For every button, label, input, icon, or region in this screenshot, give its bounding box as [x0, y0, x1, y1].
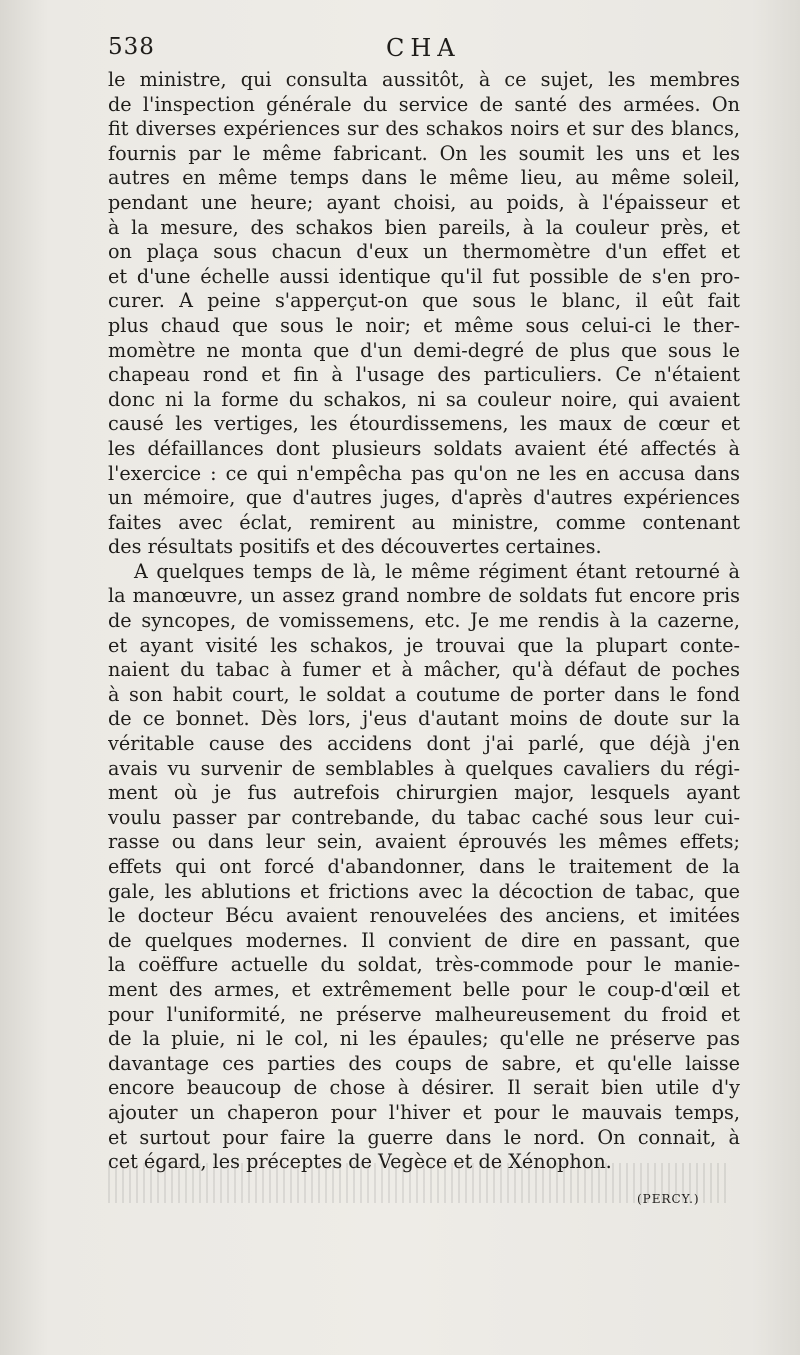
text-line: à la mesure, des schakos bien pareils, à la couleur près, et — [108, 215, 740, 239]
text-line: on plaça sous chacun d'eux un thermomètre d'un effet et — [108, 240, 740, 264]
text-line: la manœuvre, un assez grand nombre de soldats fut encore pris — [108, 584, 740, 608]
text-line: rasse ou dans leur sein, avaient éprouvés les mêmes effets; — [108, 830, 740, 854]
text-line: effets qui ont forcé d'abandonner, dans le traitement de la — [108, 855, 740, 878]
text-line: ajouter un chaperon pour l'hiver et pour le mauvais temps, — [108, 1100, 740, 1124]
text-line: le docteur Bécu avaient renouvelées des anciens, et imitées — [108, 904, 740, 928]
text-line: autres en même temps dans le même lieu, au même soleil, — [108, 166, 740, 190]
text-line: voulu passer par contrebande, du tabac caché sous leur cui- — [108, 805, 740, 829]
text-line: fournis par le même fabricant. On les soumit les uns et les — [108, 141, 740, 165]
text-line: le ministre, qui consulta aussitôt, à ce sujet, les membres — [108, 68, 740, 91]
text-line: et ayant visité les schakos, je trouvai que la plupart conte- — [108, 633, 740, 657]
body-text — [108, 68, 740, 1175]
text-line: et surtout pour faire la guerre dans le nord. On connait, à — [108, 1125, 740, 1149]
paragraph — [108, 560, 740, 1175]
text-line: véritable cause des accidens dont j'ai parlé, que déjà j'en — [108, 732, 740, 756]
text-line: davantage ces parties des coups de sabre, et qu'elle laisse — [108, 1051, 740, 1075]
text-line: faites avec éclat, remirent au ministre, comme contenant — [108, 510, 740, 534]
text-line: des résultats positifs et des découvertes certaines. — [108, 535, 602, 559]
text-line: à son habit court, le soldat a coutume de porter dans le fond — [108, 682, 740, 706]
text-line: chapeau rond et fin à l'usage des particuliers. Ce n'étaient — [108, 363, 740, 387]
text-line: un mémoire, que d'autres juges, d'après d'autres expériences — [108, 486, 740, 510]
text-line: donc ni la forme du schakos, ni sa couleur noire, qui avaient — [108, 387, 740, 411]
text-line: pour l'uniformité, ne préserve malheureusement du froid et — [108, 1002, 740, 1026]
text-line: fit diverses expériences sur des schakos noirs et sur des blancs, — [108, 117, 740, 141]
author-signature: (PERCY.) — [637, 1192, 700, 1206]
text-line: de syncopes, de vomissemens, etc. Je me rendis à la cazerne, — [108, 609, 740, 633]
text-line: ment des armes, et extrêmement belle pour le coup-d'œil et — [108, 977, 740, 1001]
paragraph — [108, 68, 740, 560]
text-line: encore beaucoup de chose à désirer. Il serait bien utile d'y — [108, 1076, 740, 1100]
text-line: A quelques temps de là, le même régiment étant retourné à — [134, 559, 740, 583]
text-line: cet égard, les préceptes de Vegèce et de Xénophon. — [108, 1150, 612, 1174]
text-line: l'exercice : ce qui n'empêcha pas qu'on ne les en accusa dans — [108, 461, 740, 485]
text-line: de la pluie, ni le col, ni les épaules; qu'elle ne préserve pas — [108, 1027, 740, 1051]
text-line: les défaillances dont plusieurs soldats avaient été affectés à — [108, 436, 740, 460]
text-line: de l'inspection générale du service de santé des armées. On — [108, 92, 740, 116]
text-line: la coëffure actuelle du soldat, très-commode pour le manie- — [108, 953, 740, 977]
text-line: causé les vertiges, les étourdissemens, les maux de cœur et — [108, 412, 740, 436]
text-line: momètre ne monta que d'un demi-degré de plus que sous le — [108, 338, 740, 362]
text-line: plus chaud que sous le noir; et même sous celui-ci le ther- — [108, 313, 740, 337]
page-number: 538 — [108, 34, 155, 60]
text-line: ment où je fus autrefois chirurgien major, lesquels ayant — [108, 781, 740, 805]
page-header — [108, 34, 738, 68]
text-line: de quelques modernes. Il convient de dire en passant, que — [108, 928, 740, 952]
running-head: CHA — [386, 34, 461, 62]
text-line: de ce bonnet. Dès lors, j'eus d'autant moins de doute sur la — [108, 707, 740, 731]
text-line: naient du tabac à fumer et à mâcher, qu'à défaut de poches — [108, 658, 740, 682]
text-line: et d'une échelle aussi identique qu'il fut possible de s'en pro- — [108, 264, 740, 288]
text-line: curer. A peine s'apperçut-on que sous le blanc, il eût fait — [108, 289, 740, 313]
text-line: gale, les ablutions et frictions avec la décoction de tabac, que — [108, 879, 740, 903]
text-line: avais vu survenir de semblables à quelques cavaliers du régi- — [108, 756, 740, 780]
text-line: pendant une heure; ayant choisi, au poids, à l'épaisseur et — [108, 190, 740, 214]
